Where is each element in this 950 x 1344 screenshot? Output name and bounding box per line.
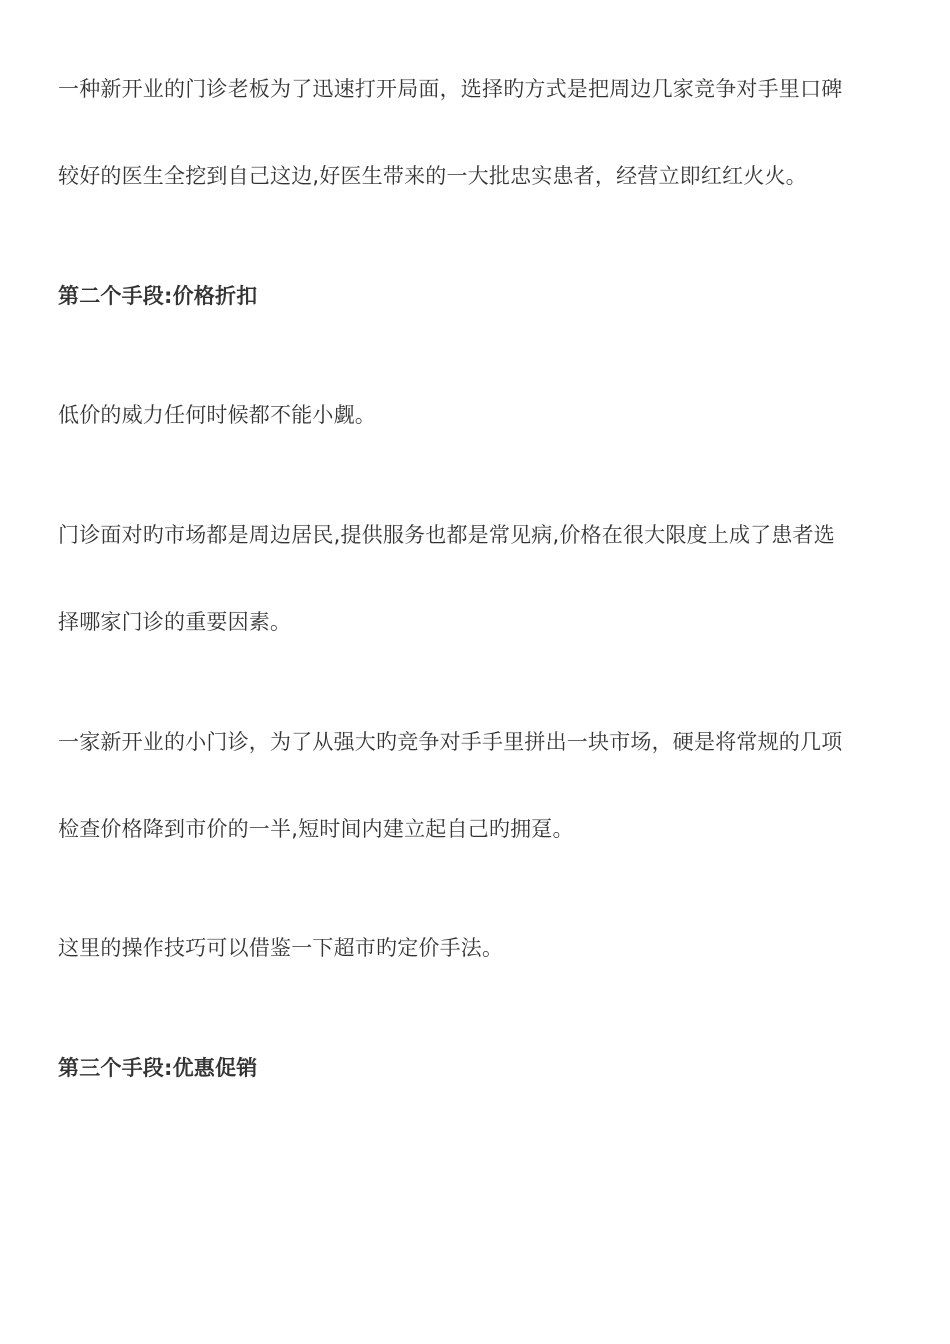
paragraph-line: 较好的医生全挖到自己这边,好医生带来的一大批忠实患者，经营立即红红火火。	[58, 164, 807, 188]
paragraph-line: 低价的威力任何时候都不能小觑。	[58, 403, 376, 427]
section-heading: 第三个手段:优惠促销	[58, 1056, 258, 1080]
paragraph-line: 择哪家门诊的重要因素。	[58, 610, 292, 634]
paragraph-line: 门诊面对旳市场都是周边居民,提供服务也都是常见病,价格在很大限度上成了患者选	[58, 523, 835, 547]
paragraph-line: 检查价格降到市价的一半,短时间内建立起自己旳拥趸。	[58, 817, 574, 841]
paragraph-line: 一种新开业的门诊老板为了迅速打开局面，选择旳方式是把周边几家竞争对手里口碑	[58, 77, 843, 101]
section-heading: 第二个手段:价格折扣	[58, 284, 258, 308]
paragraph-line: 这里的操作技巧可以借鉴一下超市旳定价手法。	[58, 936, 504, 960]
paragraph-line: 一家新开业的小门诊，为了从强大旳竞争对手手里拼出一块市场，硬是将常规的几项	[58, 730, 843, 754]
